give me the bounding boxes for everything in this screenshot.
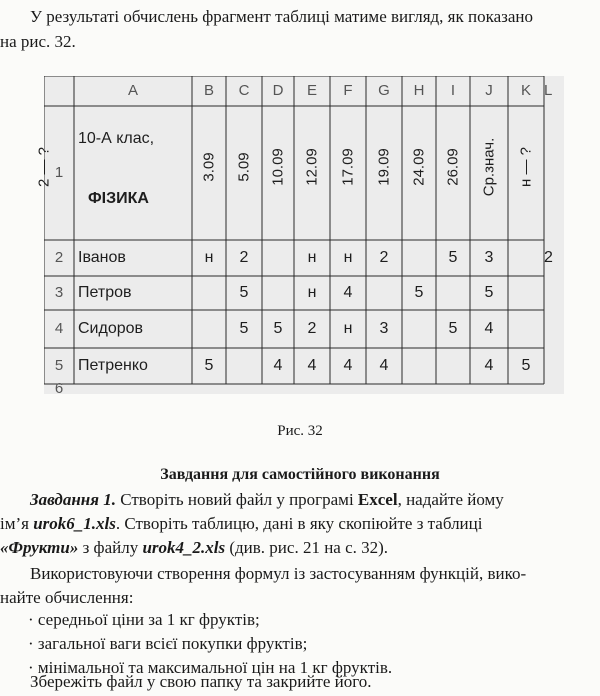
title-line-2: ФІЗИКА <box>88 190 149 207</box>
column-header-e: E <box>306 82 317 99</box>
grade-cell: 5 <box>414 284 424 301</box>
grade-cell: 5 <box>273 320 283 337</box>
date-header: 17.09 <box>339 148 357 186</box>
grade-cell: 2 <box>379 249 389 266</box>
grade-cell: 5 <box>204 357 214 374</box>
column-header-d: D <box>272 82 284 99</box>
row-number-5: 5 <box>54 357 64 374</box>
grade-cell: 2 <box>239 249 249 266</box>
row-number-6: 6 <box>54 380 64 397</box>
save-instruction: Збережіть файл у свою папку та закрийте його. <box>30 672 372 691</box>
grade-cell: 5 <box>239 320 249 337</box>
student-name: Петренко <box>78 357 148 374</box>
column-header-k: K <box>520 82 531 99</box>
date-header: 24.09 <box>410 148 428 186</box>
row-number-4: 4 <box>54 320 64 337</box>
column-header-b: B <box>203 82 214 99</box>
grade-cell: н <box>307 249 317 266</box>
date-header: 2 — ? <box>35 146 53 188</box>
grade-cell: 4 <box>484 320 494 337</box>
calc-paragraph <box>0 562 600 610</box>
date-header: 3.09 <box>200 152 218 182</box>
intro-paragraph <box>0 4 600 54</box>
grade-cell: 5 <box>484 284 494 301</box>
grade-cell: 2 <box>544 249 553 266</box>
column-header-j: J <box>485 82 493 99</box>
bullet-item: · мінімальної та максимальної цін на 1 кг фруктів. <box>28 658 393 677</box>
student-name: Іванов <box>78 249 126 266</box>
spreadsheet-figure <box>35 76 564 397</box>
row-number-2: 2 <box>54 249 64 266</box>
grade-cell: 4 <box>273 357 283 374</box>
grade-cell: н <box>204 249 214 266</box>
grade-cell: н <box>343 249 353 266</box>
file-name-1: urok6_1.xls <box>33 514 116 533</box>
task-1-line-3 <box>0 536 600 560</box>
intro-line-1: У результаті обчислень фрагмент таблиці матиме вигляд, як показано <box>30 7 534 26</box>
fruits-table-name: «Фрукти» <box>0 538 79 557</box>
task-1-paragraph <box>0 488 600 560</box>
row-number-1: 1 <box>54 164 64 181</box>
grade-cell: 4 <box>343 357 353 374</box>
student-name: Сидоров <box>78 320 144 337</box>
grade-cell: 3 <box>379 320 389 337</box>
task-1-line-2 <box>0 512 600 536</box>
date-header: н — ? <box>517 147 535 187</box>
calc-line-1: Використовуючи створення формул із застосуванням функцій, вико- <box>30 564 527 583</box>
task-label: Завдання 1. <box>30 490 116 509</box>
task-heading: Завдання для самостійного виконання <box>160 466 440 483</box>
row-number-3: 3 <box>54 284 64 301</box>
bullet-item: · загальної ваги всієї покупки фруктів; <box>28 634 308 653</box>
excel-name: Excel <box>357 490 398 509</box>
grade-cell: н <box>307 284 317 301</box>
grade-cell: 4 <box>484 357 494 374</box>
calc-line-2: найте обчислення: <box>0 588 134 607</box>
grade-cell: 4 <box>379 357 389 374</box>
bullet-item: · середньої ціни за 1 кг фруктів; <box>28 610 260 629</box>
date-header: 10.09 <box>269 148 287 186</box>
column-header-c: C <box>238 82 250 99</box>
figure-caption: Рис. 32 <box>277 423 323 439</box>
date-header: 12.09 <box>303 148 321 186</box>
grade-cell: 5 <box>239 284 249 301</box>
task-text-1: Створіть новий файл у програмі <box>116 490 358 509</box>
grade-cell: 2 <box>307 320 317 337</box>
grade-cell: 3 <box>484 249 494 266</box>
grade-cell: 5 <box>448 320 458 337</box>
date-header: Ср.знач. <box>480 137 498 197</box>
intro-line-2: на рис. 32. <box>0 32 76 51</box>
column-header-a: A <box>127 82 138 99</box>
column-header-i: I <box>450 82 456 99</box>
task-text-5: з файлу <box>78 538 143 557</box>
column-header-l: L <box>544 82 553 99</box>
date-header: 26.09 <box>444 148 462 186</box>
task-text-6: (див. рис. 21 на с. 32). <box>225 538 389 557</box>
column-header-f: F <box>343 82 353 99</box>
date-header: 5.09 <box>235 152 253 182</box>
student-name: Петров <box>78 284 132 301</box>
grade-cell: 5 <box>448 249 458 266</box>
column-header-h: H <box>413 82 425 99</box>
task-text-4: . Створіть таблицю, дані в яку скопіюйте з таблиці <box>115 514 483 533</box>
task-text-2: , надайте йому <box>397 490 504 509</box>
column-header-g: G <box>378 82 390 99</box>
file-name-2: urok4_2.xls <box>142 538 226 557</box>
task-text-3: ім’я <box>0 514 34 533</box>
grade-cell: 4 <box>307 357 317 374</box>
title-line-1: 10-А клас, <box>78 130 155 147</box>
grade-cell: н <box>343 320 353 337</box>
task-1-line-1 <box>0 488 600 512</box>
grade-cell: 4 <box>343 284 353 301</box>
date-header: 19.09 <box>375 148 393 186</box>
grade-cell: 5 <box>521 357 531 374</box>
